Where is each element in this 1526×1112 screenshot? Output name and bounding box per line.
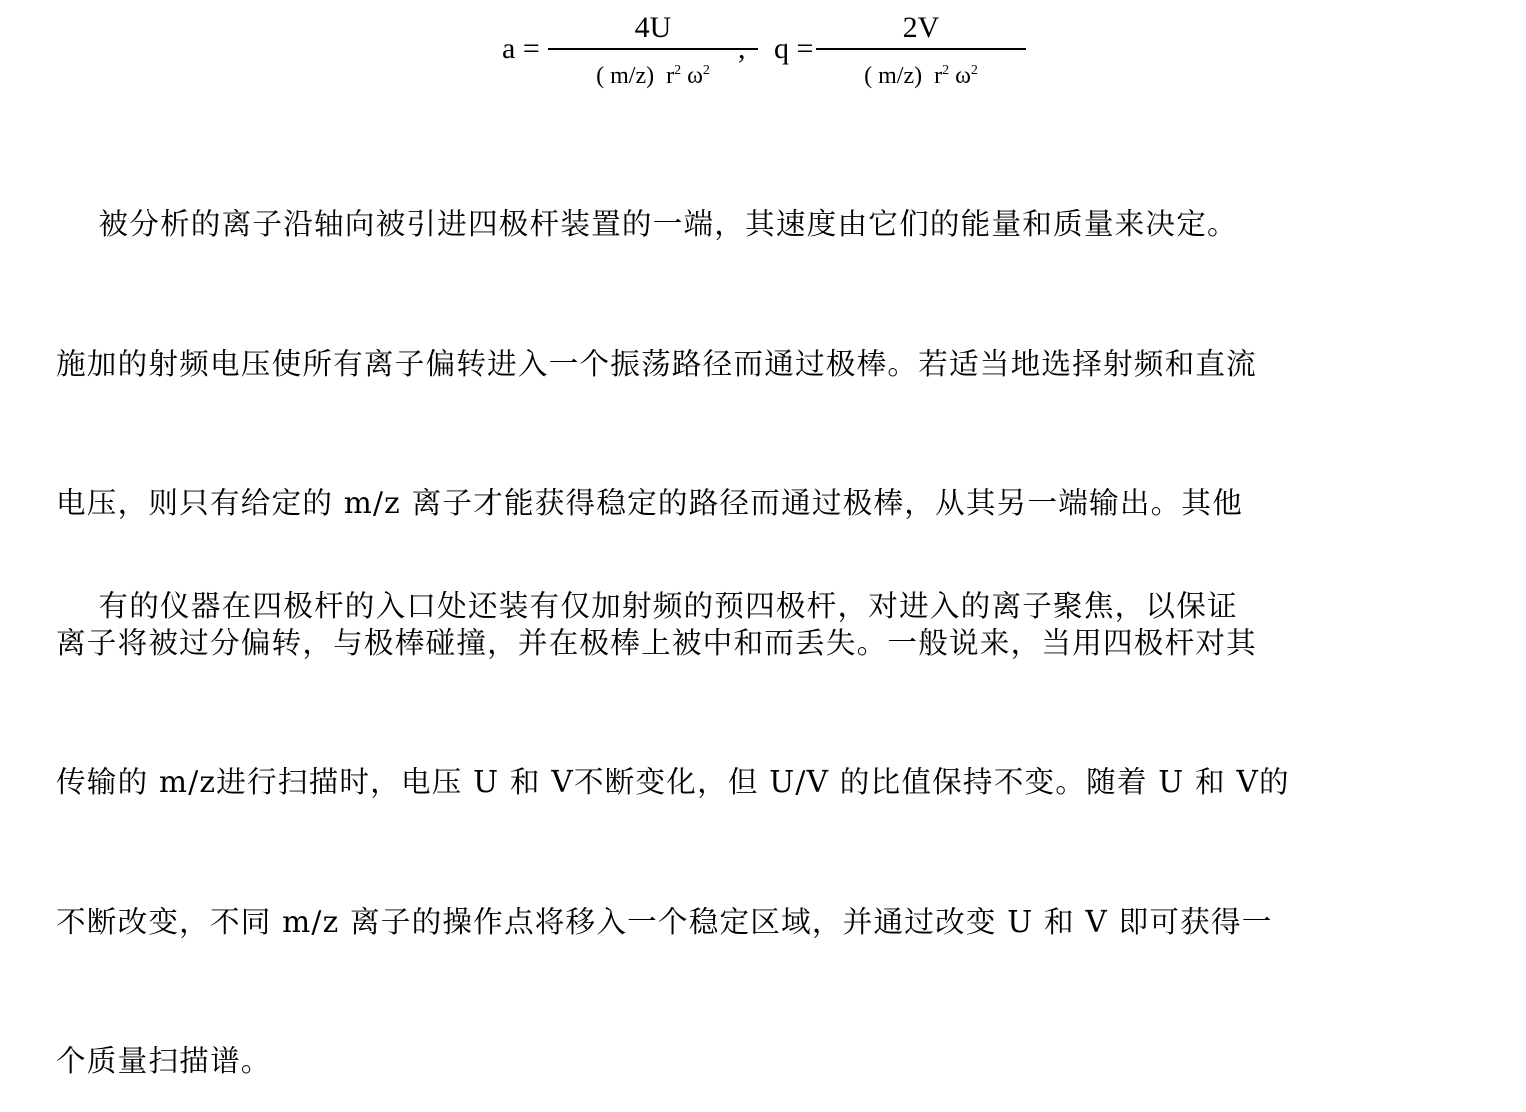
paragraph-line: 不断改变，不同 m/z 离子的操作点将移入一个稳定区域，并通过改变 U 和 V 即可获得一	[56, 904, 1273, 939]
formula-q-fraction	[816, 10, 1026, 96]
denominator-omega: ω	[949, 63, 971, 89]
fraction-bar	[816, 48, 1026, 50]
denominator-exponent-omega: 2	[970, 63, 978, 78]
paragraph-line: 被分析的离子沿轴向被引进四极杆装置的一端，其速度由它们的能量和质量来决定。	[56, 207, 1238, 241]
paragraph-line: 离子将被过分偏转，与极棒碰撞，并在极棒上被中和而丢失。一般说来，当用四极杆对其	[56, 625, 1257, 660]
formula-a-numerator: 4U	[634, 11, 672, 44]
paragraph-line: 施加的射频电压使所有离子偏转进入一个振荡路径而通过极棒。若适当地选择射频和直流	[56, 346, 1257, 381]
denominator-exponent-r: 2	[942, 63, 950, 78]
denominator-exponent-r: 2	[674, 63, 682, 78]
denominator-omega: ω	[681, 63, 703, 89]
formula-a-denominator	[548, 56, 758, 91]
denominator-base: ( m/z) r	[864, 63, 943, 89]
denominator-exponent-omega: 2	[702, 63, 710, 78]
formula-q-lhs: q =	[774, 32, 814, 65]
paragraph-line: 电压，则只有给定的 m/z 离子才能获得稳定的路径而通过极棒，从其另一端输出。其他	[56, 486, 1244, 520]
formula-separator: ,	[738, 32, 746, 65]
fraction-bar	[548, 48, 758, 50]
paragraph-line: 有的仪器在四极杆的入口处还装有仅加射频的预四极杆，对进入的离子聚焦，以保证	[56, 589, 1238, 623]
formula-a-lhs: a =	[502, 32, 540, 65]
denominator-base: ( m/z) r	[596, 63, 675, 89]
formula-a-fraction	[548, 10, 758, 96]
paragraph-line: 传输的 m/z进行扫描时，电压 U 和 V不断变化，但 U/V 的比值保持不变。随着 U 和 V的	[56, 765, 1290, 799]
formula-q-numerator: 2V	[902, 11, 940, 44]
formula-q-denominator	[816, 56, 1026, 91]
paragraph-line: 个质量扫描谱。	[56, 1044, 272, 1078]
paragraph-pre-quadrupole	[56, 490, 1456, 676]
formula	[0, 10, 1526, 100]
